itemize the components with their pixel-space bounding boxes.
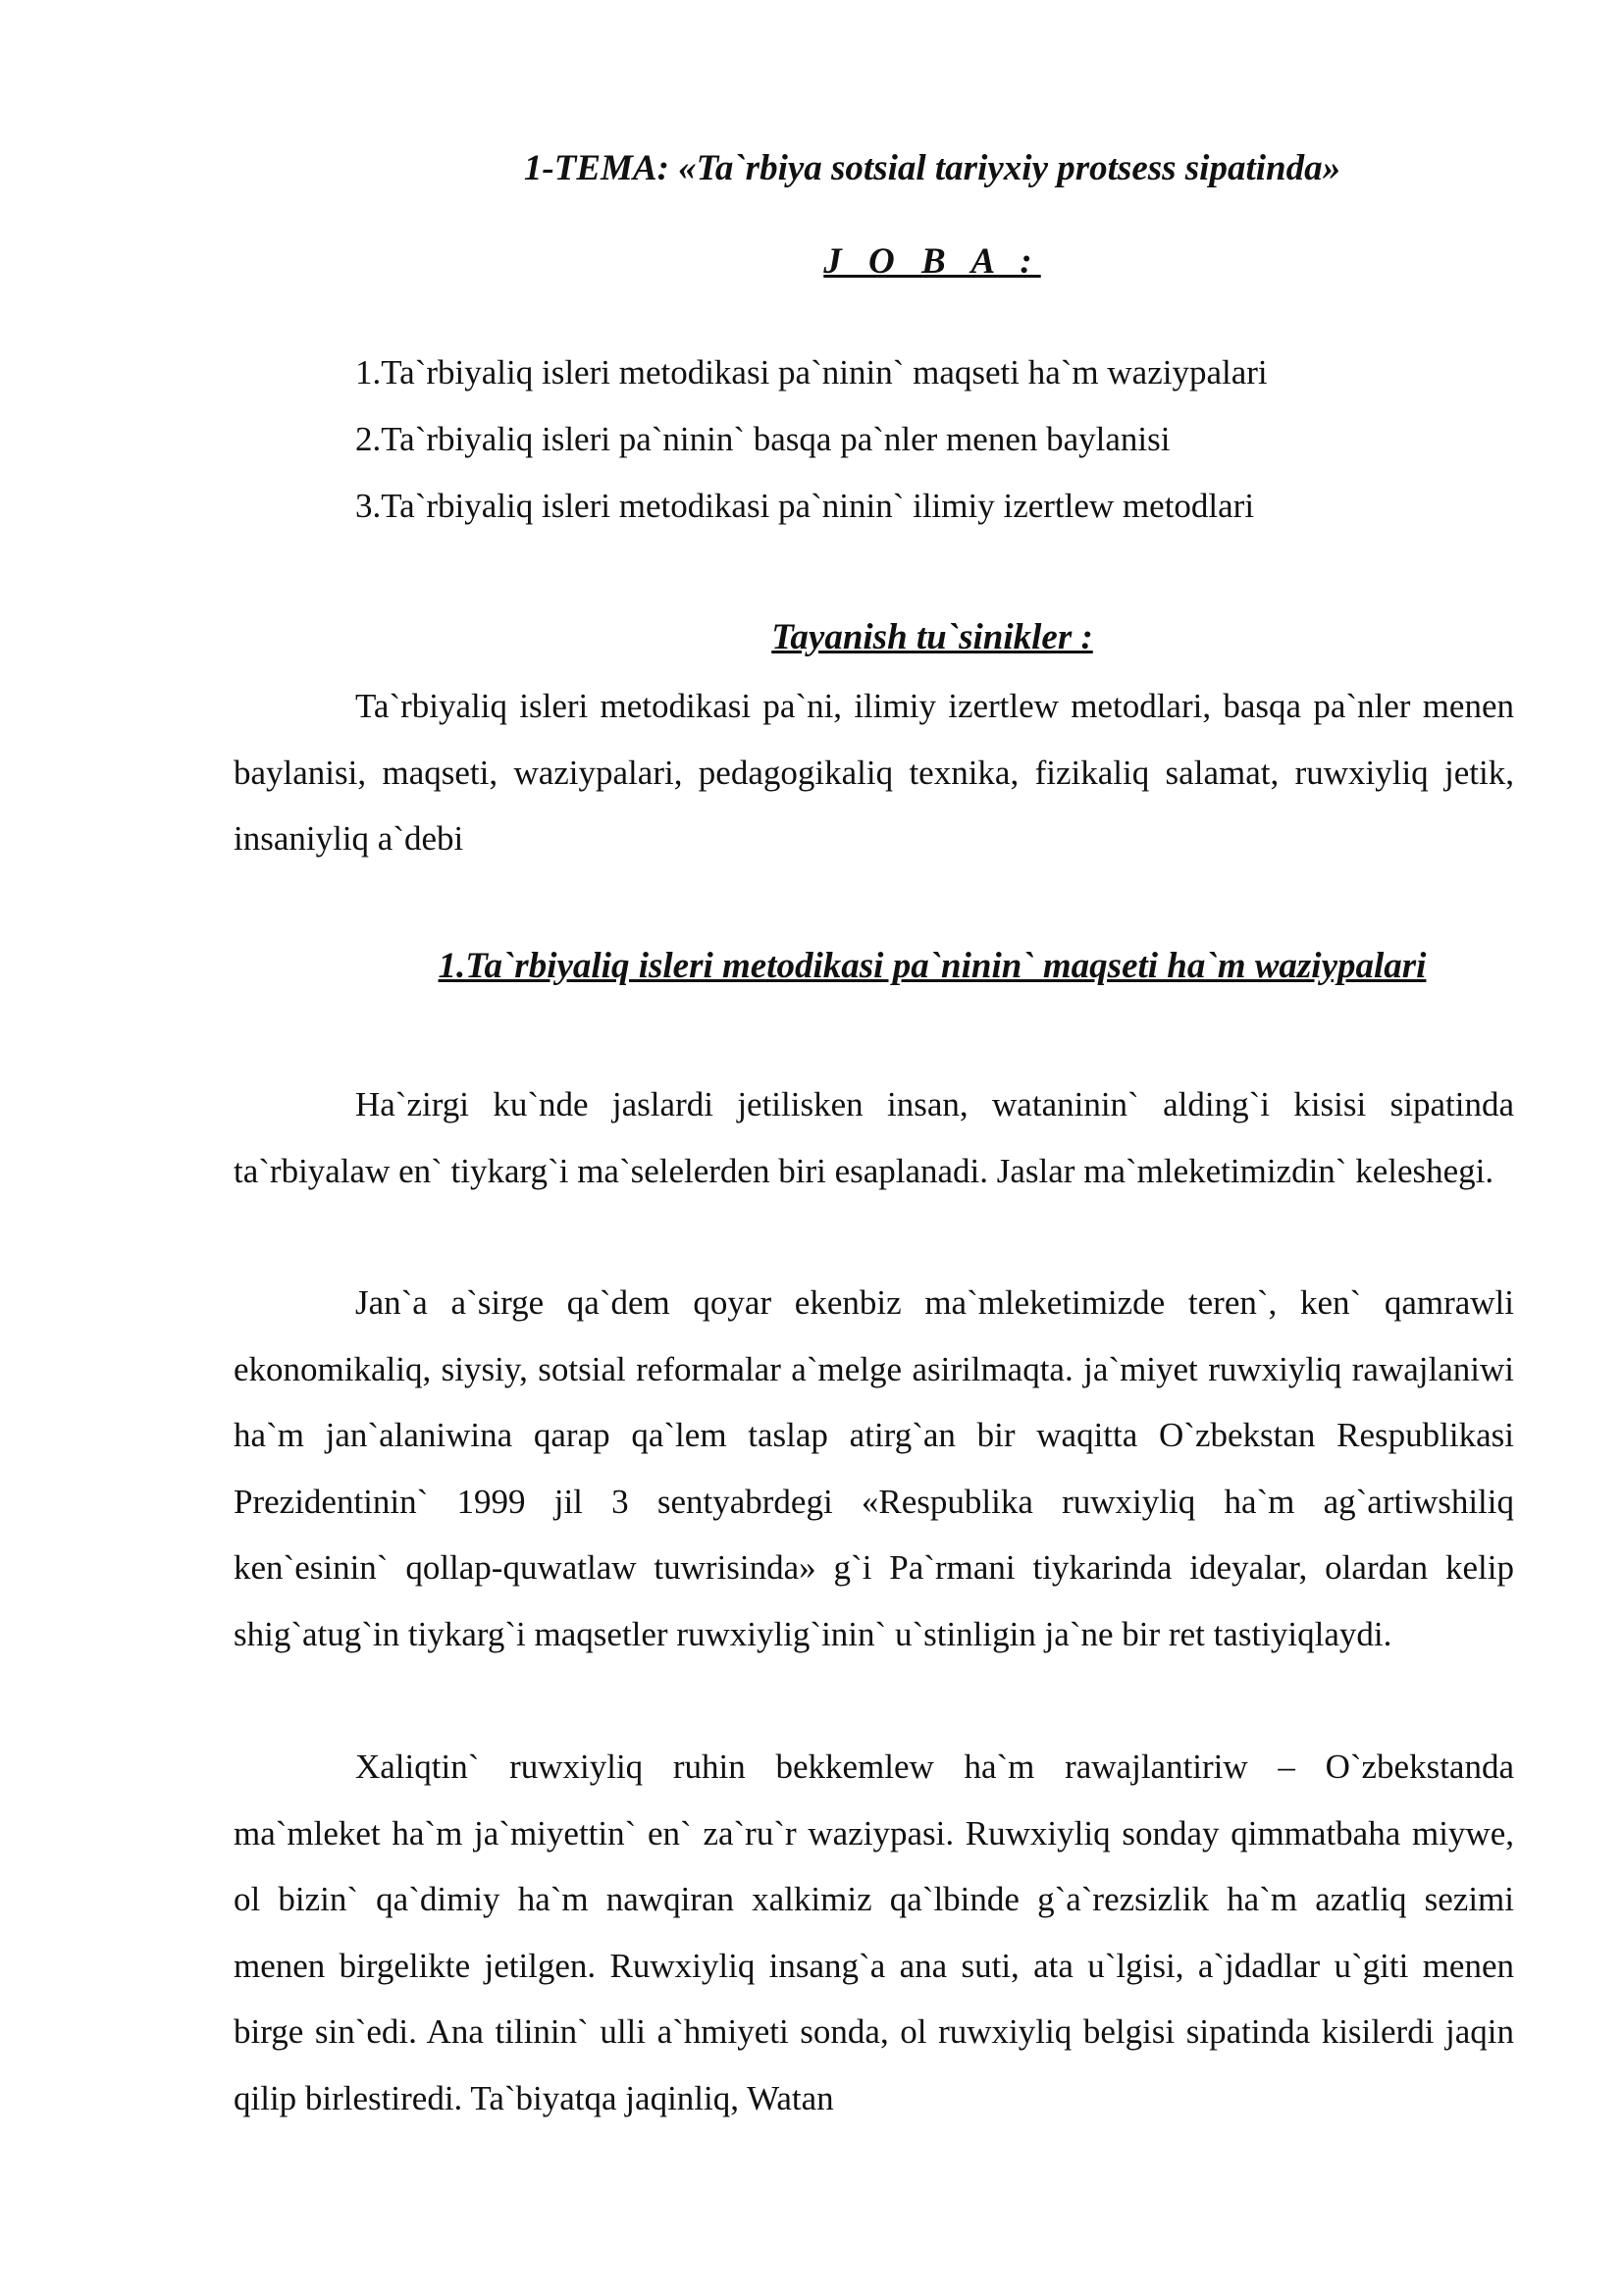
plan-heading: J O B A :	[823, 241, 1041, 282]
plan-item: 3.Ta`rbiyaliq isleri metodikasi pa`ninin` ilimiy izertlew metodlari	[355, 487, 1255, 525]
plan-item: 1.Ta`rbiyaliq isleri metodikasi pa`ninin` maqseti ha`m waziypalari	[355, 353, 1268, 391]
section-heading: 1.Ta`rbiyaliq isleri metodikasi pa`ninin` maqseti ha`m waziypalari	[438, 946, 1427, 986]
key-concepts-heading: Tayanish tu`sinikler :	[771, 617, 1093, 657]
plan-list	[355, 349, 1268, 549]
body-paragraph: Jan`a a`sirge qa`dem qoyar ekenbiz ma`mleketimizde teren`, ken` qamrawli ekonomikaliq, siysiy, sotsial reformalar a`melge asirilmaqta. ja`miyet ruwxiyliq rawajlaniwi ha`m jan`alaniwina qarap qa`lem taslap atirg`an bir waqitta O`zbekstan Respublikasi Prezidentinin` 1999 jil 3 sentyabrdegi «Respublika ruwxiyliq ha`m ag`artiwshiliq ken`esinin` qollap-quwatlaw tuwrisinda» g`i Pa`rmani tiykarinda ideyalar, olardan kelip shig`atug`in tiykarg`i maqsetler ruwxiylig`inin` u`stinligin ja`ne bir ret tastiyiqlaydi.	[234, 1283, 1514, 1653]
document-title: 1-TEMA: «Ta`rbiya sotsial tariyxiy protsess sipatinda»	[523, 148, 1341, 188]
plan-item: 2.Ta`rbiyaliq isleri pa`ninin` basqa pa`nler menen baylanisi	[355, 420, 1171, 458]
body-paragraph: Ha`zirgi ku`nde jaslardi jetilisken insan, wataninin` alding`i kisisi sipatinda ta`rbiyalaw en` tiykarg`i ma`selelerden biri esaplanadi. Jaslar ma`mleketimizdin` keleshegi.	[234, 1085, 1514, 1190]
body-paragraph: Xaliqtin` ruwxiyliq ruhin bekkemlew ha`m rawajlantiriw – O`zbekstanda ma`mleket ha`m ja`miyettin` en` za`ru`r waziypasi. Ruwxiyliq sonday qimmatbaha miywe, ol bizin` qa`dimiy ha`m nawqiran xalkimiz qa`lbinde g`a`rezsizlik ha`m azatliq sezimi menen birgelikte jetilgen. Ruwxiyliq insang`a ana suti, ata u`lgisi, a`jdadlar u`giti menen birge sin`edi. Ana tilinin` ulli a`hmiyeti sonda, ol ruwxiyliq belgisi sipatinda kisilerdi jaqin qilip birlestiredi. Ta`biyatqa jaqinliq, Watan	[234, 1748, 1514, 2117]
key-concepts-text: Ta`rbiyaliq isleri metodikasi pa`ni, ilimiy izertlew metodlari, basqa pa`nler menen baylanisi, maqseti, waziypalari, pedagogikaliq texnika, fizikaliq salamat, ruwxiyliq jetik, insaniyliq a`debi	[234, 687, 1514, 858]
